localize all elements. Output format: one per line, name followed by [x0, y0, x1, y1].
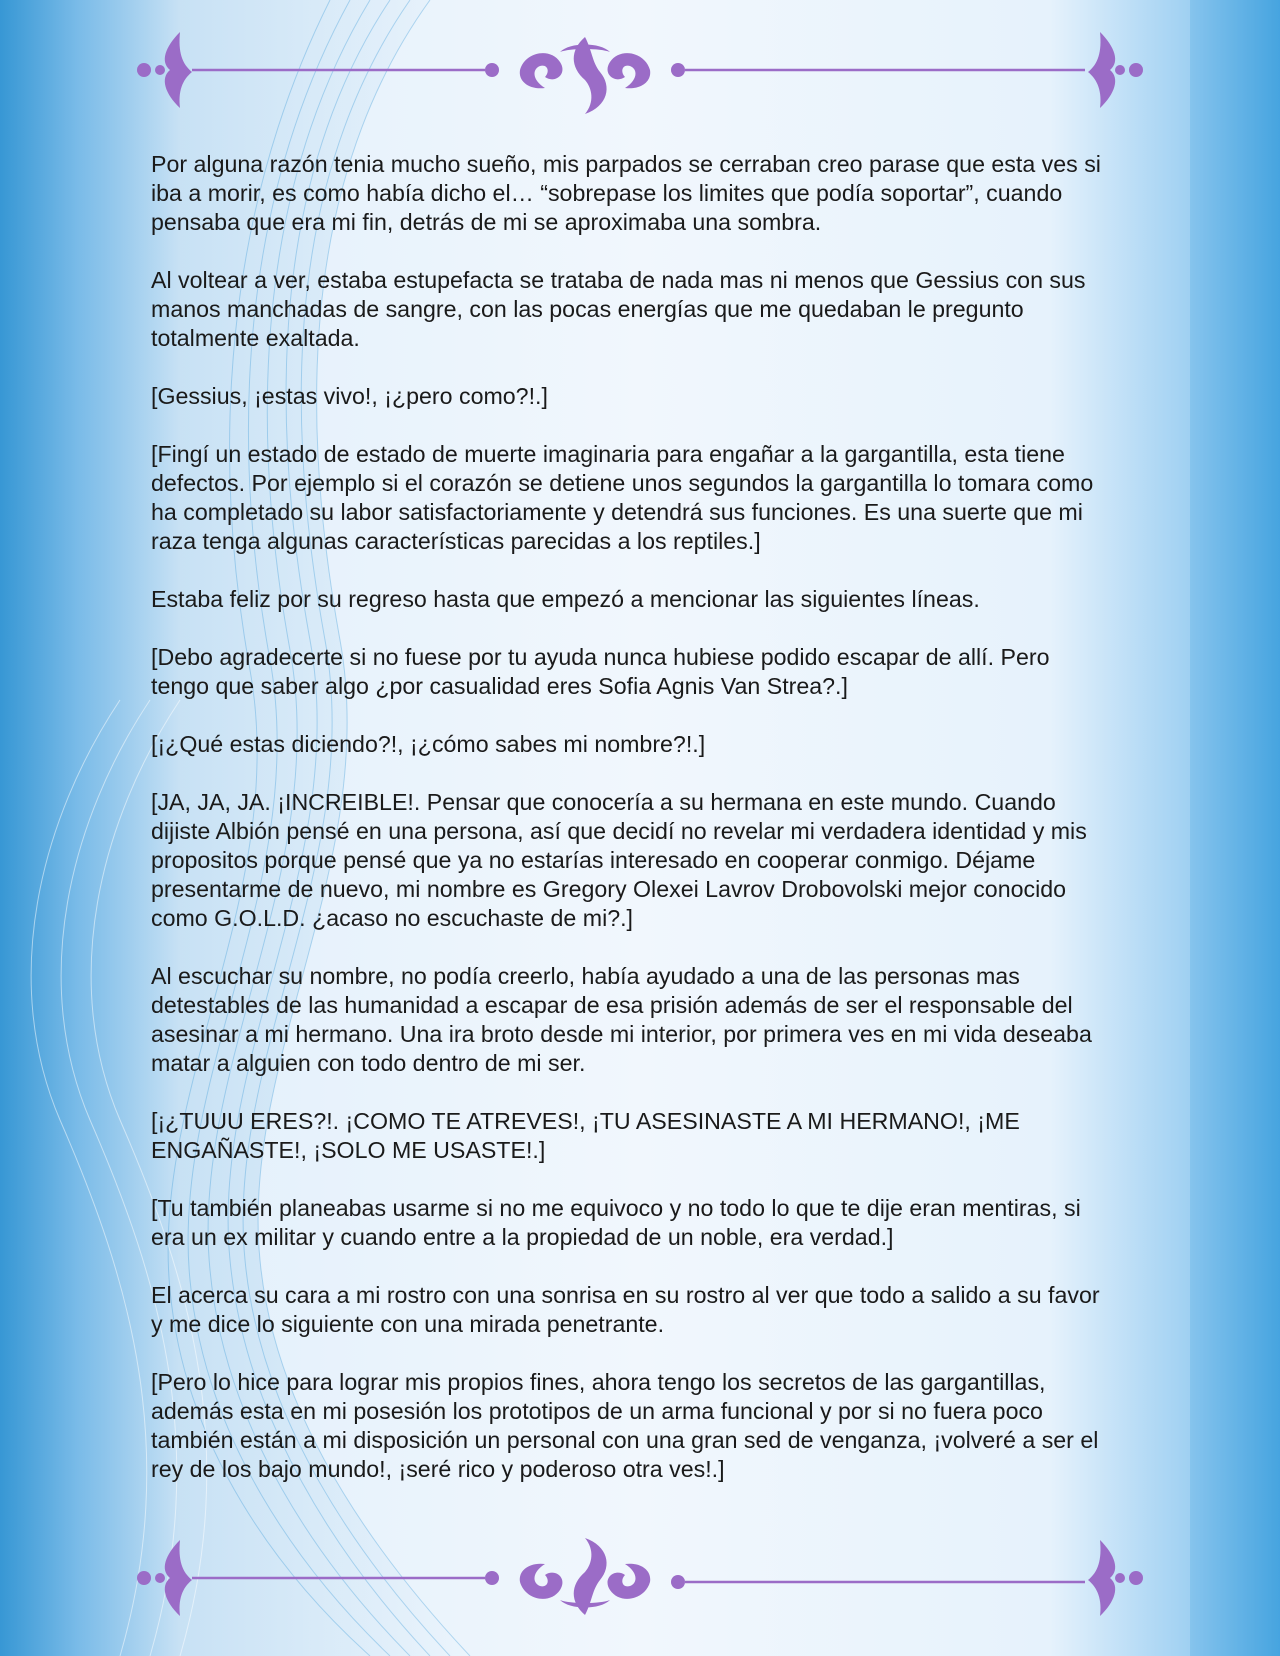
paragraph-13: [Pero lo hice para lograr mis propios fines, ahora tengo los secretos de las gargantillas, además esta en mi posesión los prototipos de un arma funcional y por si no fuera poco también están a mi disposición un personal con una gran sed de venganza, ¡volveré a ser el rey de los bajo mundo!, ¡seré rico y poderoso otra ves!.] — [151, 1369, 1099, 1482]
paragraph-5: Estaba feliz por su regreso hasta que empezó a mencionar las siguientes líneas. — [151, 586, 980, 612]
paragraph-12: El acerca su cara a mi rostro con una sonrisa en su rostro al ver que todo a salido a su favor y me dice lo siguiente con una mirada penetrante. — [151, 1282, 1100, 1337]
story-text — [151, 150, 1101, 1513]
paragraph-7: [¡¿Qué estas diciendo?!, ¡¿cómo sabes mi nombre?!.] — [151, 731, 706, 757]
paragraph-6: [Debo agradecerte si no fuese por tu ayuda nunca hubiese podido escapar de allí. Pero tengo que saber algo ¿por casualidad eres Sofia Agnis Van Strea?.] — [151, 644, 1050, 699]
paragraph-1: Por alguna razón tenia mucho sueño, mis parpados se cerraban creo parase que esta ves si iba a morir, es como había dicho el… “sobrepase los limites que podía soportar”, cuando pensaba que era mi fin, detrás de mi se aproximaba una sombra. — [151, 151, 1101, 235]
paragraph-3: [Gessius, ¡estas vivo!, ¡¿pero como?!.] — [151, 383, 548, 409]
paragraph-2: Al voltear a ver, estaba estupefacta se trataba de nada mas ni menos que Gessius con sus manos manchadas de sangre, con las pocas energías que me quedaban le pregunto totalmente exaltada. — [151, 267, 1086, 351]
paragraph-4: [Fingí un estado de estado de muerte imaginaria para engañar a la gargantilla, esta tiene defectos. Por ejemplo si el corazón se detiene unos segundos la gargantilla lo tomara como ha completado su labor satisfactoriamente y detendrá sus funciones. Es una suerte que mi raza tenga algunas características parecidas a los reptiles.] — [151, 441, 1094, 554]
paragraph-11: [Tu también planeabas usarme si no me equivoco y no todo lo que te dije eran mentiras, si era un ex militar y cuando entre a la propiedad de un noble, era verdad.] — [151, 1195, 1081, 1250]
paragraph-9: Al escuchar su nombre, no podía creerlo, había ayudado a una de las personas mas detestables de las humanidad a escapar de esa prisión además de ser el responsable del asesinar a mi hermano. Una ira broto desde mi interior, por primera ves en mi vida deseaba matar a alguien con todo dentro de mi ser. — [151, 963, 1092, 1076]
scroll-flourish-divider-icon — [130, 22, 1150, 122]
scroll-flourish-divider-icon — [130, 1530, 1150, 1630]
paragraph-10: [¡¿TUUU ERES?!. ¡COMO TE ATREVES!, ¡TU ASESINASTE A MI HERMANO!, ¡ME ENGAÑASTE!, ¡SOLO ME USASTE!.] — [151, 1108, 1020, 1163]
paragraph-8: [JA, JA, JA. ¡INCREIBLE!. Pensar que conocería a su hermana en este mundo. Cuando dijiste Albión pensé en una persona, así que decidí no revelar mi verdadera identidad y mis propositos porque pensé que ya no estarías interesado en cooperar conmigo. Déjame presentarme de nuevo, mi nombre es Gregory Olexei Lavrov Drobovolski mejor conocido como G.O.L.D. ¿acaso no escuchaste de mi?.] — [151, 789, 1087, 931]
